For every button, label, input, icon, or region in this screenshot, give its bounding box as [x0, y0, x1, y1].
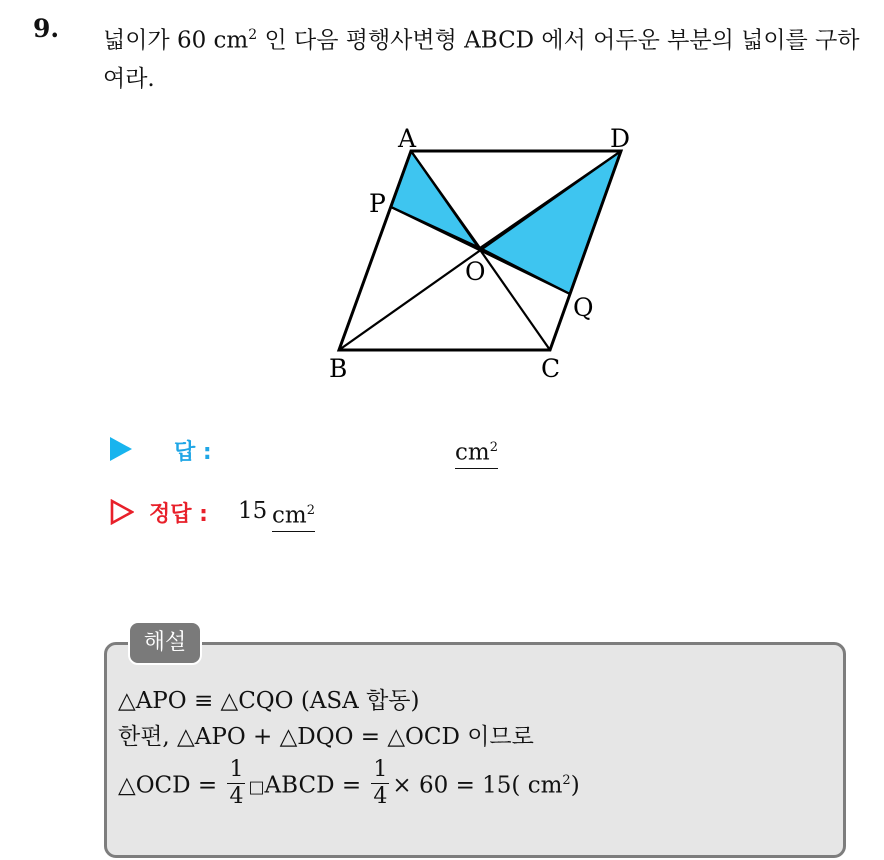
fraction-one-quarter-2 [371, 757, 389, 810]
fraction-one-quarter-1 [227, 757, 245, 810]
solution-line-3 [118, 757, 580, 813]
answer-unit-text: cm [455, 439, 490, 466]
fraction-1-denominator: 4 [229, 784, 244, 809]
solution-tab: 해설 [128, 621, 202, 665]
fraction-2-denominator: 4 [373, 784, 388, 809]
parallelogram-figure [0, 0, 884, 420]
solution-line-2: 한편, △APO + △DQO = △OCD 이므로 [118, 724, 534, 750]
solution-line-3-a: △OCD = [118, 772, 225, 799]
question-text-part2: 인 다음 평행사변형 ABCD 에서 어두운 부분의 넓이를 구하여라. [103, 27, 860, 92]
label-b: B [329, 354, 348, 383]
correct-unit [272, 498, 315, 532]
solution-line-1: △APO ≡ △CQO (ASA 합동) [118, 688, 420, 714]
solution-line-3-b: ABCD = [264, 772, 369, 799]
solution-line-3-d: ) [570, 772, 580, 799]
answer-row [110, 433, 610, 473]
correct-value: 15 [238, 498, 268, 524]
label-c: C [541, 354, 561, 383]
answer-label: 답 : [174, 440, 212, 465]
correct-answer-row [110, 496, 610, 536]
answer-unit-sup: 2 [489, 440, 498, 455]
answer-unit[interactable] [455, 435, 498, 469]
label-p: P [369, 189, 386, 218]
fraction-2-numerator: 1 [373, 757, 388, 782]
label-a: A [398, 124, 417, 153]
solution-line-3-c: × 60 = 15( cm [392, 772, 563, 799]
label-q: Q [573, 293, 594, 322]
correct-label: 정답 : [149, 502, 208, 527]
label-o: O [465, 257, 486, 286]
fraction-1-numerator: 1 [229, 757, 244, 782]
solution-line-3-sup: 2 [562, 772, 571, 788]
shaded-triangle-dqo [480, 151, 621, 294]
correct-unit-sup: 2 [306, 503, 315, 518]
answer-arrow-icon [110, 437, 132, 461]
correct-arrow-icon [110, 499, 134, 525]
correct-unit-text: cm [272, 502, 307, 529]
question-text-sup: 2 [248, 27, 258, 43]
question-text-part1: 넓이가 60 cm [103, 27, 249, 54]
question-number: 9. [33, 14, 60, 43]
label-d: D [610, 124, 631, 153]
parallelogram-symbol: □ [248, 777, 265, 798]
